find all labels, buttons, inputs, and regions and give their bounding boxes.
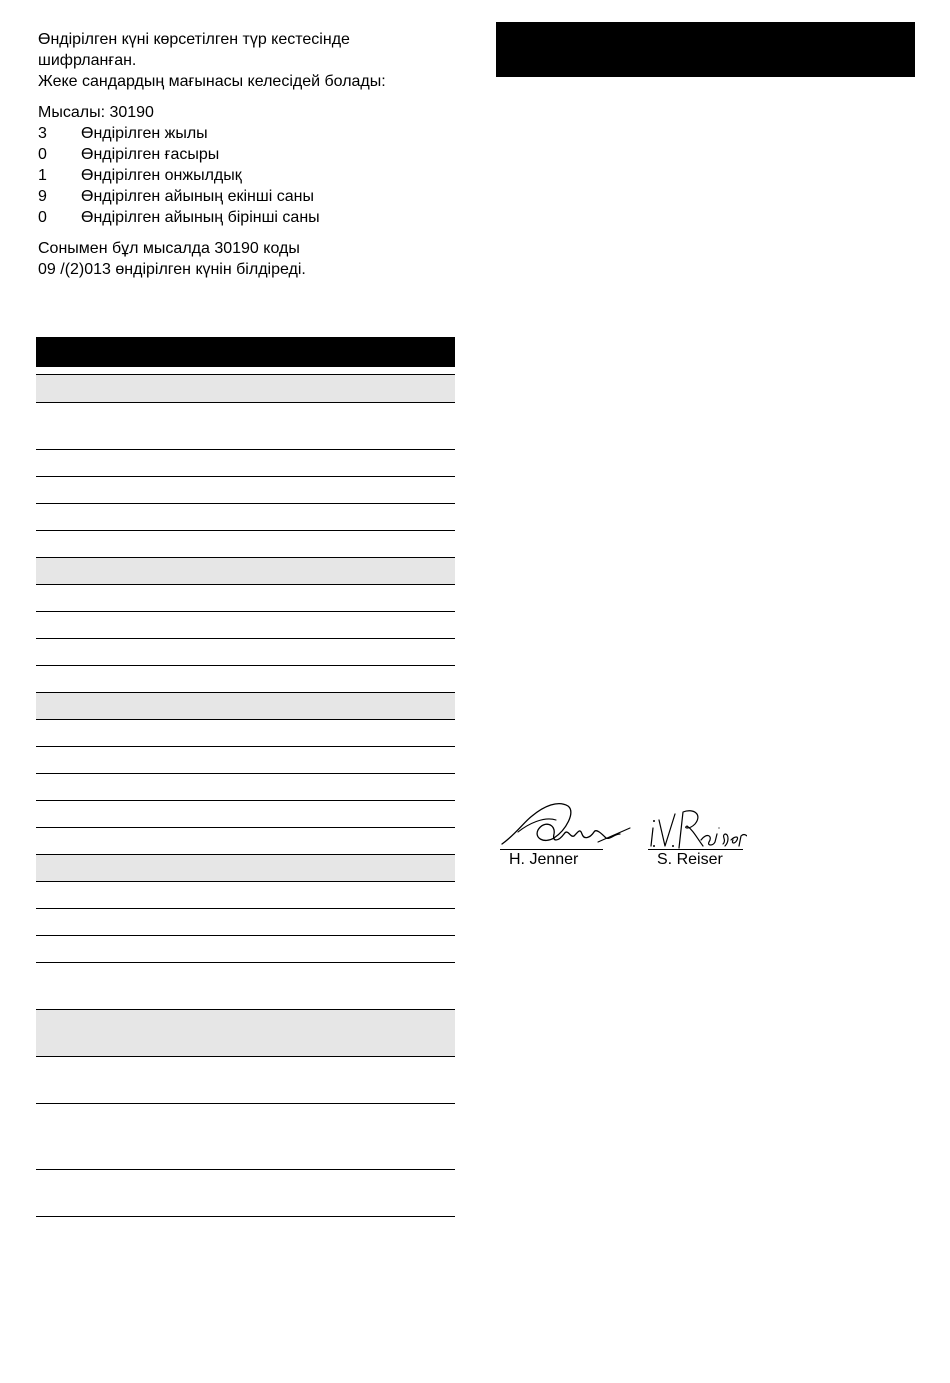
code-digit: 3 [38, 125, 47, 142]
date-code-intro [38, 29, 458, 92]
table-row [36, 801, 455, 828]
table-row [36, 882, 455, 909]
code-row [38, 123, 458, 144]
table-row [36, 531, 455, 558]
signatory-name: S. Reiser [657, 851, 723, 868]
table-body [36, 367, 455, 1217]
code-digit: 9 [38, 188, 47, 205]
table-row [36, 375, 455, 403]
code-row [38, 165, 458, 186]
code-meaning: Өндірілген жылы [81, 125, 208, 142]
code-meaning: Өндірілген ғасыры [81, 146, 220, 163]
signature-line [500, 849, 603, 850]
table-row [36, 828, 455, 855]
table-row [36, 612, 455, 639]
table-row [36, 747, 455, 774]
jenner-signature-image [498, 794, 633, 856]
intro-line: Жеке сандардың мағынасы келесідей болады: [38, 73, 386, 90]
conclusion-line: Сонымен бұл мысалда 30190 коды [38, 240, 300, 257]
table-row [36, 558, 455, 585]
table-row [36, 666, 455, 693]
table-row [36, 1057, 455, 1104]
code-meaning: Өндірілген айының бірінші саны [81, 209, 320, 226]
table-row [36, 693, 455, 720]
table-row [36, 855, 455, 882]
technical-data-table [36, 337, 455, 1217]
example-label: Мысалы: 30190 [38, 104, 154, 121]
code-digit: 0 [38, 146, 47, 163]
signatory-name: H. Jenner [509, 851, 579, 868]
code-row [38, 207, 458, 228]
intro-line: Өндірілген күні көрсетілген түр кестесінде [38, 31, 350, 48]
intro-line: шифрланған. [38, 52, 137, 69]
code-meaning: Өндірілген айының екінші саны [81, 188, 314, 205]
table-row [36, 639, 455, 666]
date-code-example [38, 102, 458, 228]
table-row [36, 450, 455, 477]
table-row [36, 1104, 455, 1170]
signature-line [648, 849, 743, 850]
table-row [36, 720, 455, 747]
code-row [38, 186, 458, 207]
code-digit: 0 [38, 209, 47, 226]
code-meaning: Өндірілген онжылдық [81, 167, 242, 184]
table-row [36, 403, 455, 450]
table-row [36, 585, 455, 612]
table-row [36, 1170, 455, 1217]
declaration-header-bar [496, 22, 915, 77]
conclusion-line: 09 /(2)013 өндірілген күнін білдіреді. [38, 261, 306, 278]
table-row [36, 963, 455, 1010]
code-row [38, 144, 458, 165]
date-code-conclusion [38, 238, 458, 280]
table-row [36, 477, 455, 504]
code-digit: 1 [38, 167, 47, 184]
table-row [36, 1010, 455, 1057]
table-row [36, 909, 455, 936]
table-row [36, 774, 455, 801]
table-header-bar [36, 337, 455, 367]
table-row [36, 936, 455, 963]
table-row [36, 367, 455, 375]
table-row [36, 504, 455, 531]
